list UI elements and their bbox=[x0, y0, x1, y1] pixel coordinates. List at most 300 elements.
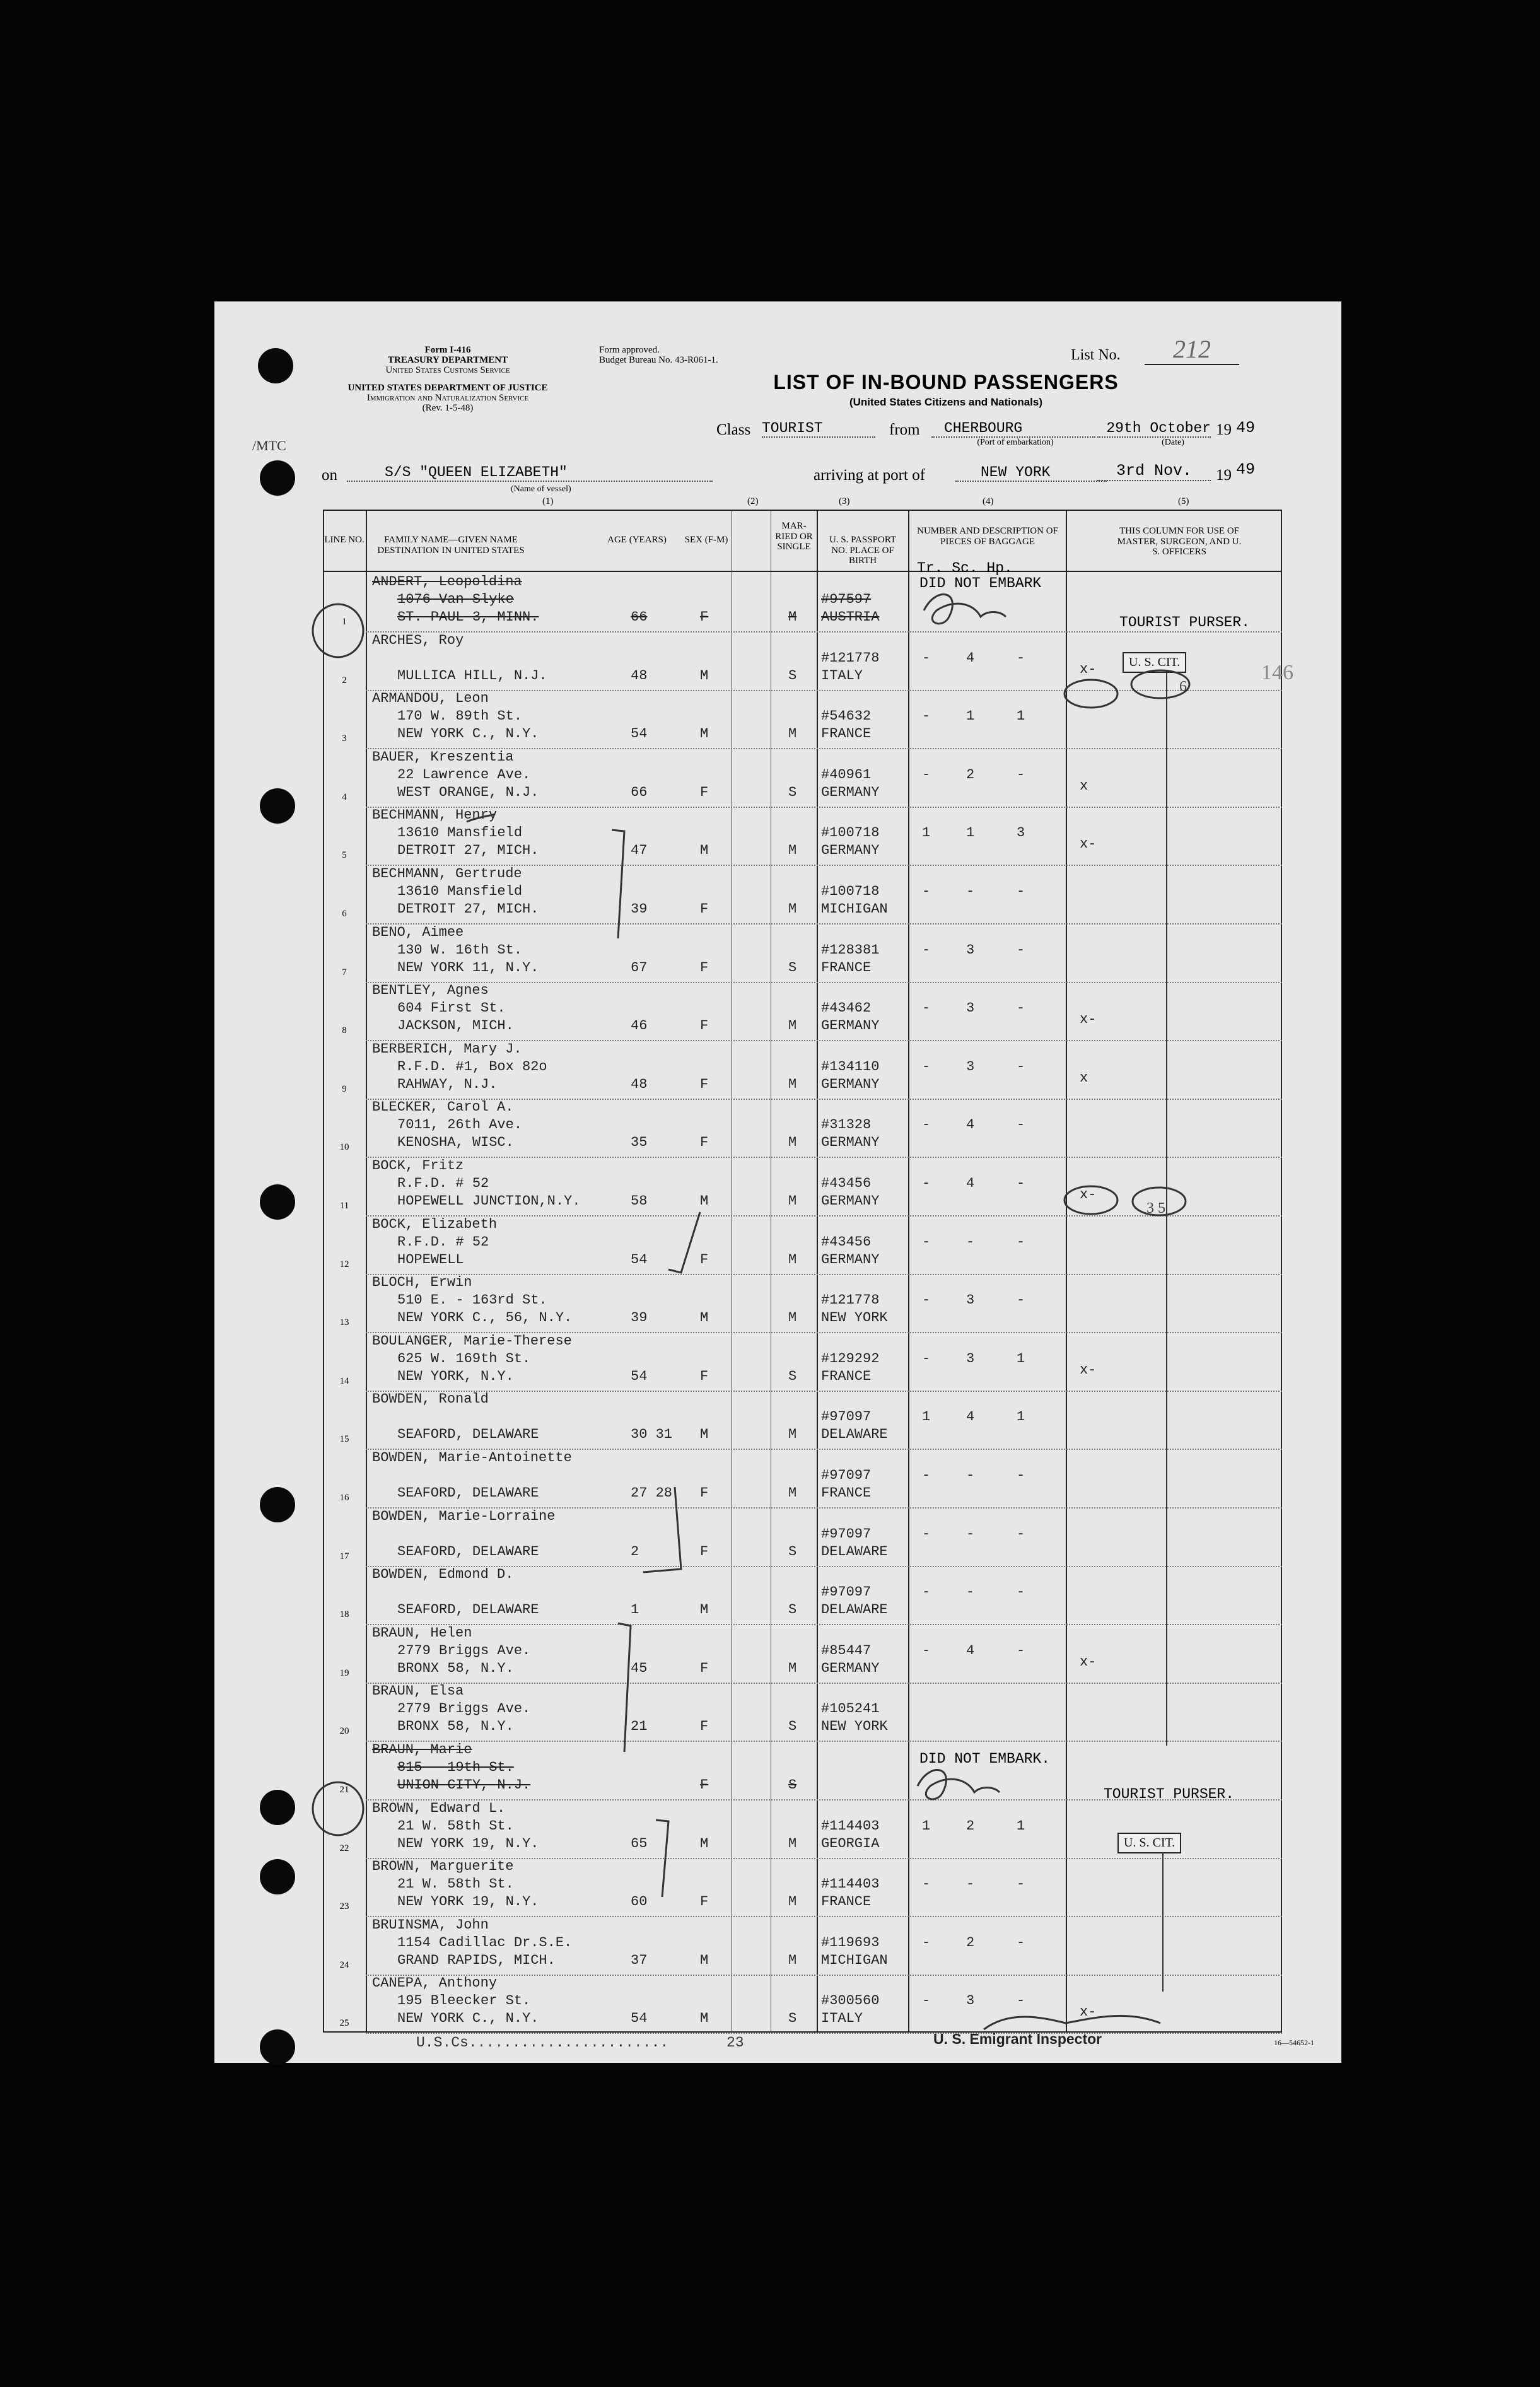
header-officers: THIS COLUMN FOR USE OF MASTER, SURGEON, AND U. S. OFFICERS bbox=[1117, 526, 1242, 557]
age: 48 bbox=[631, 1076, 648, 1092]
sex: F bbox=[700, 1660, 709, 1676]
did-not-embark-1: DID NOT EMBARK bbox=[919, 575, 1042, 592]
marital-status: M bbox=[788, 1135, 797, 1151]
customs-service: United States Customs Service bbox=[385, 365, 510, 375]
count-35: 3 5 bbox=[1146, 1200, 1165, 1217]
sex: F bbox=[700, 1251, 709, 1268]
baggage-handbags: 1 bbox=[1017, 1409, 1025, 1425]
officer-mark: x- bbox=[1080, 1654, 1097, 1670]
line-number: 17 bbox=[339, 1551, 349, 1561]
address-street: 1154 Cadillac Dr.S.E. bbox=[397, 1934, 573, 1951]
address-city: WEST ORANGE, N.J. bbox=[397, 784, 539, 800]
passenger-name: BRAUN, Marie bbox=[372, 1742, 472, 1758]
form-code: 16—54652-1 bbox=[1274, 2038, 1314, 2047]
passport-number: #300560 bbox=[821, 1993, 880, 2009]
baggage-suitcases: 3 bbox=[966, 942, 975, 958]
baggage-trunks: - bbox=[922, 1117, 931, 1133]
address-city: GRAND RAPIDS, MICH. bbox=[397, 1952, 556, 1968]
baggage-trunks: - bbox=[922, 884, 931, 899]
document-subtitle: (United States Citizens and Nationals) bbox=[849, 396, 1043, 408]
passenger-name: BRAUN, Elsa bbox=[372, 1683, 464, 1700]
place-of-birth: DELAWARE bbox=[821, 1427, 888, 1443]
passenger-name: BECHMANN, Henry bbox=[372, 807, 498, 824]
line-number: 25 bbox=[339, 2018, 349, 2029]
col-num-4: (4) bbox=[983, 496, 994, 506]
passenger-name: BOCK, Elizabeth bbox=[372, 1216, 498, 1232]
sex: F bbox=[700, 1485, 709, 1501]
passenger-name: BLECKER, Carol A. bbox=[372, 1099, 514, 1116]
baggage-trunks: - bbox=[922, 766, 931, 783]
arrival-year: 49 bbox=[1236, 460, 1256, 479]
address-city: BRONX 58, N.Y. bbox=[397, 1719, 514, 1735]
baggage-handbags: - bbox=[1017, 1000, 1025, 1017]
ins-service: Immigration and Naturalization Service bbox=[366, 393, 529, 403]
baggage-handbags: - bbox=[1017, 1468, 1025, 1483]
line-number: 10 bbox=[339, 1142, 349, 1153]
passenger-name: BENTLEY, Agnes bbox=[372, 983, 489, 999]
baggage-trunks: - bbox=[922, 1526, 931, 1542]
address-city: SEAFORD, DELAWARE bbox=[397, 1543, 539, 1560]
baggage-handbags: - bbox=[1017, 1934, 1025, 1951]
bracket-mark bbox=[467, 814, 495, 822]
baggage-suitcases: 2 bbox=[966, 1934, 975, 1951]
line-number: 16 bbox=[339, 1493, 349, 1503]
address-city: DETROIT 27, MICH. bbox=[397, 843, 539, 859]
family-bracket-brown bbox=[656, 1820, 668, 1897]
baggage-suitcases: - bbox=[966, 1468, 975, 1483]
passport-number: #43462 bbox=[821, 1000, 872, 1017]
sex: F bbox=[700, 784, 709, 800]
baggage-handbags: - bbox=[1017, 1176, 1025, 1191]
sex: F bbox=[700, 959, 709, 976]
header-sex: SEX (F-M) bbox=[684, 535, 728, 545]
address-city: BRONX 58, N.Y. bbox=[397, 1660, 514, 1676]
baggage-suitcases: - bbox=[966, 884, 975, 899]
list-number: 212 bbox=[1145, 334, 1239, 365]
line-number: 15 bbox=[339, 1434, 349, 1445]
marital-status: M bbox=[788, 609, 797, 625]
address-city: NEW YORK C., 56, N.Y. bbox=[397, 1310, 573, 1326]
baggage-suitcases: 4 bbox=[966, 1409, 975, 1425]
place-of-birth: ITALY bbox=[821, 667, 863, 684]
baggage-trunks: - bbox=[922, 1350, 931, 1367]
sex: M bbox=[700, 1427, 709, 1443]
class-value: TOURIST bbox=[762, 420, 875, 438]
address-street: 2779 Briggs Ave. bbox=[397, 1701, 531, 1717]
place-of-birth: GERMANY bbox=[821, 784, 880, 800]
marital-status: M bbox=[788, 1018, 797, 1034]
address-street: 22 Lawrence Ave. bbox=[397, 766, 531, 783]
baggage-handbags: 1 bbox=[1017, 1350, 1025, 1367]
baggage-handbags: - bbox=[1017, 1526, 1025, 1542]
passenger-name: BLOCH, Erwin bbox=[372, 1275, 472, 1291]
header-passport: U. S. PASSPORT NO. PLACE OF BIRTH bbox=[829, 535, 897, 566]
age: 37 bbox=[631, 1952, 648, 1968]
count-146: 146 bbox=[1261, 661, 1293, 684]
passport-number: #85447 bbox=[821, 1642, 872, 1659]
on-label: on bbox=[322, 467, 337, 484]
marital-status: M bbox=[788, 1660, 797, 1676]
officer-mark: x bbox=[1080, 778, 1088, 794]
passenger-name: BENO, Aimee bbox=[372, 924, 464, 940]
form-revision: (Rev. 1-5-48) bbox=[422, 403, 474, 413]
sex: F bbox=[700, 1076, 709, 1092]
passenger-name: BROWN, Edward L. bbox=[372, 1800, 506, 1816]
address-street: 604 First St. bbox=[397, 1000, 506, 1017]
passport-number: #100718 bbox=[821, 884, 880, 899]
passenger-name: BAUER, Kreszentia bbox=[372, 749, 514, 765]
arrival-date: 3rd Nov. bbox=[1097, 462, 1211, 481]
age: 66 bbox=[631, 784, 648, 800]
age: 65 bbox=[631, 1835, 648, 1852]
place-of-birth: FRANCE bbox=[821, 1485, 872, 1501]
age: 67 bbox=[631, 959, 648, 976]
passenger-name: BOCK, Fritz bbox=[372, 1158, 464, 1174]
place-of-birth: GERMANY bbox=[821, 1193, 880, 1209]
address-city: SEAFORD, DELAWARE bbox=[397, 1427, 539, 1443]
place-of-birth: DELAWARE bbox=[821, 1543, 888, 1560]
passport-number: #129292 bbox=[821, 1350, 880, 1367]
baggage-handbags: - bbox=[1017, 1117, 1025, 1133]
arrival-port: NEW YORK bbox=[955, 464, 1107, 482]
address-city: NEW YORK 19, N.Y. bbox=[397, 1894, 539, 1910]
baggage-trunks: - bbox=[922, 1058, 931, 1075]
age: 54 bbox=[631, 726, 648, 742]
header-married: MAR-RIED OR SINGLE bbox=[775, 521, 813, 552]
sex: F bbox=[700, 1894, 709, 1910]
check-circle bbox=[1065, 680, 1117, 708]
marital-status: M bbox=[788, 1310, 797, 1326]
inspector-signature bbox=[984, 2016, 1160, 2029]
family-bracket-braun bbox=[618, 1623, 631, 1752]
marital-status: M bbox=[788, 1952, 797, 1968]
passenger-name: ARMANDOU, Leon bbox=[372, 691, 489, 707]
inspector-label: U. S. Emigrant Inspector bbox=[933, 2031, 1102, 2047]
line-number: 6 bbox=[342, 909, 347, 919]
departure-year: 49 bbox=[1236, 419, 1256, 437]
line-number: 1 bbox=[342, 617, 347, 627]
year-prefix: 19 bbox=[1216, 421, 1232, 438]
age: 54 bbox=[631, 1368, 648, 1384]
budget-bureau: Budget Bureau No. 43-R061-1. bbox=[599, 355, 718, 365]
passport-number: #97097 bbox=[821, 1584, 872, 1601]
sex: F bbox=[700, 1018, 709, 1034]
baggage-suitcases: 4 bbox=[966, 1176, 975, 1191]
line-number: 21 bbox=[339, 1785, 349, 1795]
line-number: 9 bbox=[342, 1083, 347, 1094]
tourist-purser-1: TOURIST PURSER. bbox=[1119, 614, 1251, 631]
list-no-label: List No. bbox=[1071, 347, 1121, 363]
col-num-1: (1) bbox=[542, 496, 554, 506]
baggage-trunks: - bbox=[922, 1234, 931, 1250]
address-street: 510 E. - 163rd St. bbox=[397, 1292, 547, 1309]
baggage-suitcases: 4 bbox=[966, 1117, 975, 1133]
place-of-birth: AUSTRIA bbox=[821, 609, 880, 625]
passport-number: #97097 bbox=[821, 1468, 872, 1483]
passport-number: #121778 bbox=[821, 1292, 880, 1309]
address-street: R.F.D. # 52 bbox=[397, 1176, 489, 1191]
line-number: 24 bbox=[339, 1959, 349, 1970]
address-city: NEW YORK 19, N.Y. bbox=[397, 1835, 539, 1852]
place-of-birth: GERMANY bbox=[821, 1251, 880, 1268]
baggage-trunks: - bbox=[922, 1876, 931, 1893]
address-street: 13610 Mansfield bbox=[397, 884, 523, 899]
place-of-birth: GERMANY bbox=[821, 1135, 880, 1151]
baggage-subheader: Tr. Sc. Hp. bbox=[917, 560, 1013, 576]
address-city: NEW YORK C., N.Y. bbox=[397, 2011, 539, 2027]
marital-status: S bbox=[788, 2011, 797, 2027]
baggage-suitcases: 3 bbox=[966, 1993, 975, 2009]
baggage-suitcases: - bbox=[966, 1584, 975, 1601]
address-city: ST. PAUL 3, MINN. bbox=[397, 609, 539, 625]
passenger-name: BECHMANN, Gertrude bbox=[372, 866, 522, 882]
address-city: NEW YORK C., N.Y. bbox=[397, 726, 539, 742]
header-name: FAMILY NAME—GIVEN NAME DESTINATION IN UNITED STATES bbox=[377, 535, 525, 556]
passport-number: #40961 bbox=[821, 766, 872, 783]
sex: F bbox=[700, 1543, 709, 1560]
line-number: 4 bbox=[342, 791, 347, 802]
line-number: 13 bbox=[339, 1317, 349, 1328]
baggage-suitcases: 3 bbox=[966, 1000, 975, 1017]
age: 60 bbox=[631, 1894, 648, 1910]
passport-number: #43456 bbox=[821, 1176, 872, 1191]
address-street: 21 W. 58th St. bbox=[397, 1876, 514, 1893]
place-of-birth: FRANCE bbox=[821, 1894, 872, 1910]
baggage-suitcases: 4 bbox=[966, 650, 975, 666]
address-street: 1076 Van Slyke bbox=[397, 592, 514, 607]
baggage-trunks: - bbox=[922, 942, 931, 958]
marital-status: M bbox=[788, 1076, 797, 1092]
document-title: LIST OF IN-BOUND PASSENGERS bbox=[773, 371, 1119, 394]
age: 2 bbox=[631, 1543, 639, 1560]
baggage-trunks: - bbox=[922, 1993, 931, 2009]
address-street: 625 W. 169th St. bbox=[397, 1350, 531, 1367]
marital-status: M bbox=[788, 1835, 797, 1852]
family-bracket-bowden bbox=[643, 1487, 681, 1572]
form-approved: Form approved. bbox=[599, 345, 660, 355]
sex: F bbox=[700, 1719, 709, 1735]
line-number: 12 bbox=[339, 1259, 349, 1269]
baggage-trunks: - bbox=[922, 1292, 931, 1309]
baggage-trunks: - bbox=[922, 1934, 931, 1951]
place-of-birth: FRANCE bbox=[821, 1368, 872, 1384]
baggage-suitcases: 1 bbox=[966, 825, 975, 841]
age: 45 bbox=[631, 1660, 648, 1676]
baggage-handbags: - bbox=[1017, 1584, 1025, 1601]
baggage-trunks: - bbox=[922, 1642, 931, 1659]
baggage-handbags: - bbox=[1017, 942, 1025, 958]
signature-mark-1 bbox=[924, 595, 1006, 624]
age: 48 bbox=[631, 667, 648, 684]
baggage-trunks: 1 bbox=[922, 1818, 931, 1834]
passenger-name: BOWDEN, Marie-Antoinette bbox=[372, 1450, 572, 1466]
passport-number: #114403 bbox=[821, 1876, 880, 1893]
baggage-handbags: - bbox=[1017, 1993, 1025, 2009]
passenger-name: BERBERICH, Mary J. bbox=[372, 1041, 522, 1057]
justice-dept: UNITED STATES DEPARTMENT OF JUSTICE bbox=[347, 383, 548, 393]
age: 46 bbox=[631, 1018, 648, 1034]
embarkation-port: CHERBOURG bbox=[931, 420, 1095, 438]
place-of-birth: FRANCE bbox=[821, 959, 872, 976]
marital-status: M bbox=[788, 843, 797, 859]
passenger-name: ANDERT, Leopoldina bbox=[372, 574, 522, 590]
baggage-trunks: - bbox=[922, 1468, 931, 1483]
marital-status: M bbox=[788, 901, 797, 917]
address-street: 195 Bleecker St. bbox=[397, 1993, 531, 2009]
line-number: 19 bbox=[339, 1667, 349, 1678]
baggage-handbags: - bbox=[1017, 1292, 1025, 1309]
line-number: 11 bbox=[339, 1201, 349, 1211]
officer-mark: x bbox=[1080, 1070, 1088, 1086]
sex: M bbox=[700, 667, 709, 684]
marital-status: M bbox=[788, 1427, 797, 1443]
age: 58 bbox=[631, 1193, 648, 1209]
officer-mark: x- bbox=[1080, 2004, 1097, 2021]
age: 35 bbox=[631, 1135, 648, 1151]
us-citizens-label: U.S.Cs....................... bbox=[416, 2034, 669, 2051]
baggage-trunks: - bbox=[922, 1000, 931, 1017]
address-city: JACKSON, MICH. bbox=[397, 1018, 514, 1034]
passport-number: #121778 bbox=[821, 650, 880, 666]
marital-status: M bbox=[788, 1485, 797, 1501]
baggage-suitcases: 2 bbox=[966, 766, 975, 783]
place-of-birth: NEW YORK bbox=[821, 1310, 888, 1326]
line-number: 18 bbox=[339, 1609, 349, 1620]
officer-mark: x- bbox=[1080, 661, 1097, 677]
line-number: 2 bbox=[342, 675, 347, 686]
form-number: Form I-416 bbox=[424, 345, 471, 355]
baggage-trunks: 1 bbox=[922, 825, 931, 841]
place-of-birth: GERMANY bbox=[821, 1018, 880, 1034]
marital-status: M bbox=[788, 726, 797, 742]
baggage-suitcases: - bbox=[966, 1526, 975, 1542]
baggage-handbags: 1 bbox=[1017, 1818, 1025, 1834]
baggage-handbags: 3 bbox=[1017, 825, 1025, 841]
date-note: (Date) bbox=[1162, 438, 1184, 447]
baggage-handbags: - bbox=[1017, 1642, 1025, 1659]
age: 39 bbox=[631, 901, 648, 917]
age: 54 bbox=[631, 1251, 648, 1268]
address-street: 21 W. 58th St. bbox=[397, 1818, 514, 1834]
passport-number: #105241 bbox=[821, 1701, 880, 1717]
address-city: RAHWAY, N.J. bbox=[397, 1076, 498, 1092]
passport-number: #119693 bbox=[821, 1934, 880, 1951]
check-circle bbox=[1065, 1186, 1117, 1214]
baggage-handbags: - bbox=[1017, 1058, 1025, 1075]
col-num-2: (2) bbox=[747, 496, 759, 506]
passport-number: #114403 bbox=[821, 1818, 880, 1834]
header-line-no: LINE NO. bbox=[324, 535, 365, 545]
address-city: HOPEWELL JUNCTION,N.Y. bbox=[397, 1193, 581, 1209]
arrival-year-prefix: 19 bbox=[1216, 467, 1232, 484]
baggage-suitcases: 3 bbox=[966, 1350, 975, 1367]
sex: M bbox=[700, 726, 709, 742]
circle-line-21 bbox=[313, 1782, 363, 1835]
check-circle bbox=[1131, 670, 1189, 698]
sex: M bbox=[700, 843, 709, 859]
baggage-suitcases: 3 bbox=[966, 1058, 975, 1075]
address-city: DETROIT 27, MICH. bbox=[397, 901, 539, 917]
address-street: 7011, 26th Ave. bbox=[397, 1117, 523, 1133]
baggage-suitcases: 1 bbox=[966, 708, 975, 725]
passenger-name: BOWDEN, Ronald bbox=[372, 1391, 489, 1408]
passenger-name: BRAUN, Helen bbox=[372, 1625, 472, 1641]
passport-number: #43456 bbox=[821, 1234, 872, 1250]
address-city: HOPEWELL bbox=[397, 1251, 464, 1268]
header-age: AGE (YEARS) bbox=[607, 535, 667, 545]
passport-number: #31328 bbox=[821, 1117, 872, 1133]
line-number: 14 bbox=[339, 1375, 349, 1386]
passport-number: #128381 bbox=[821, 942, 880, 958]
baggage-handbags: - bbox=[1017, 766, 1025, 783]
sex: F bbox=[700, 1368, 709, 1384]
age: 66 bbox=[631, 609, 648, 625]
officer-mark: x- bbox=[1080, 1187, 1097, 1203]
sex: F bbox=[700, 609, 709, 625]
line-number: 7 bbox=[342, 967, 347, 978]
baggage-handbags: - bbox=[1017, 884, 1025, 899]
marital-status: S bbox=[788, 1543, 797, 1560]
col-num-5: (5) bbox=[1178, 496, 1189, 506]
vessel-note: (Name of vessel) bbox=[511, 484, 571, 494]
circle-line-1 bbox=[313, 604, 363, 657]
place-of-birth: GERMANY bbox=[821, 1660, 880, 1676]
marital-status: S bbox=[788, 784, 797, 800]
age: 30 31 bbox=[631, 1427, 673, 1443]
passenger-name: CANEPA, Anthony bbox=[372, 1975, 498, 1992]
line-number: 23 bbox=[339, 1901, 349, 1912]
sex: M bbox=[700, 2011, 709, 2027]
address-street: 815 - 19th St. bbox=[397, 1760, 514, 1775]
marital-status: S bbox=[788, 1602, 797, 1618]
sex: M bbox=[700, 1835, 709, 1852]
baggage-trunks: 1 bbox=[922, 1409, 931, 1425]
baggage-suitcases: 3 bbox=[966, 1292, 975, 1309]
passport-number: #54632 bbox=[821, 708, 872, 725]
address-city: NEW YORK, N.Y. bbox=[397, 1368, 514, 1384]
baggage-trunks: - bbox=[922, 708, 931, 725]
handwriting-overlay bbox=[214, 301, 1341, 2063]
place-of-birth: GERMANY bbox=[821, 1076, 880, 1092]
passenger-name: BOWDEN, Edmond D. bbox=[372, 1567, 514, 1583]
age: 47 bbox=[631, 843, 648, 859]
header-baggage: NUMBER AND DESCRIPTION OF PIECES OF BAGGAGE bbox=[917, 526, 1058, 547]
arriving-label: arriving at port of bbox=[814, 467, 926, 484]
baggage-handbags: - bbox=[1017, 650, 1025, 666]
marital-status: M bbox=[788, 1193, 797, 1209]
sex: M bbox=[700, 1193, 709, 1209]
place-of-birth: NEW YORK bbox=[821, 1719, 888, 1735]
sex: F bbox=[700, 901, 709, 917]
tourist-purser-2: TOURIST PURSER. bbox=[1104, 1786, 1235, 1802]
signature-mark-2 bbox=[918, 1770, 1000, 1799]
address-street: R.F.D. #1, Box 82o bbox=[397, 1058, 547, 1075]
col-num-3: (3) bbox=[839, 496, 850, 506]
address-city: UNION CITY, N.J. bbox=[397, 1777, 531, 1793]
place-of-birth: GEORGIA bbox=[821, 1835, 880, 1852]
us-cit-stamp-1: U. S. CIT. bbox=[1123, 652, 1186, 673]
sex: F bbox=[700, 1135, 709, 1151]
officer-mark: x- bbox=[1080, 836, 1097, 853]
officer-mark: x- bbox=[1080, 1012, 1097, 1028]
address-street: 170 W. 89th St. bbox=[397, 708, 523, 725]
marital-status: S bbox=[788, 1719, 797, 1735]
address-city: NEW YORK 11, N.Y. bbox=[397, 959, 539, 976]
line-number: 3 bbox=[342, 733, 347, 744]
address-city: SEAFORD, DELAWARE bbox=[397, 1485, 539, 1501]
passport-number: #97097 bbox=[821, 1409, 872, 1425]
line-number: 22 bbox=[339, 1843, 349, 1853]
